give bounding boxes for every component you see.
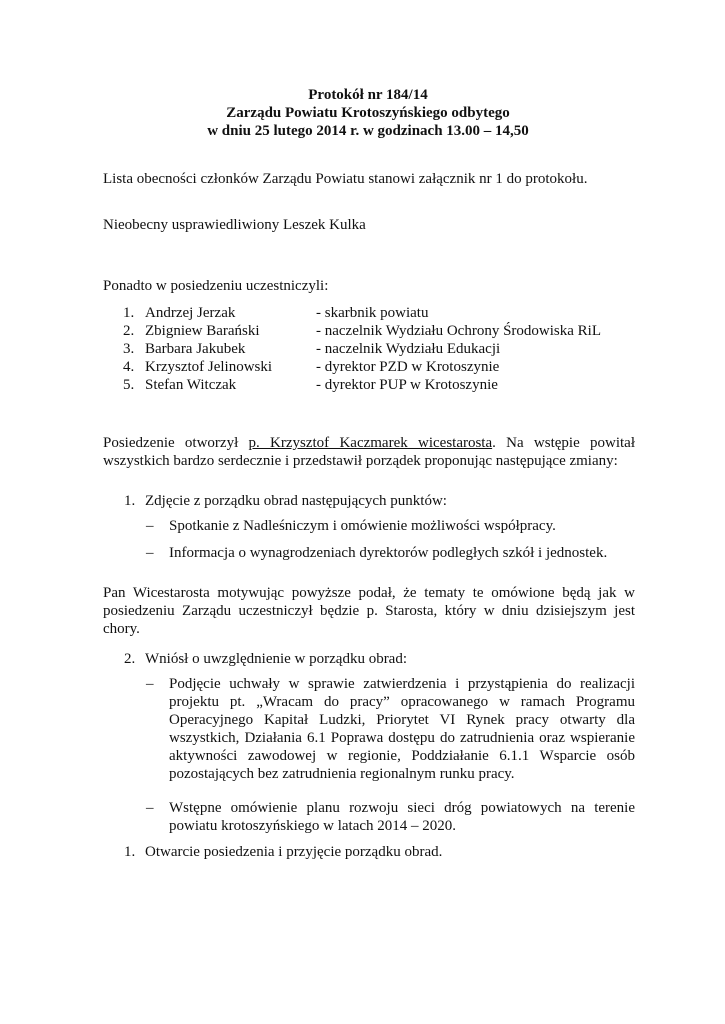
participant-name: Andrzej Jerzak	[145, 305, 236, 321]
added-point-text: Wstępne omówienie planu rozwoju sieci dróg powiatowych na terenie powiatu krotoszyńskiego w latach 2014 – 2020.	[169, 800, 635, 834]
added-point	[146, 799, 635, 835]
participant-role: - naczelnik Wydziału Edukacji	[316, 341, 501, 357]
item-text: Otwarcie posiedzenia i przyjęcie porządku obrad.	[145, 844, 443, 860]
item-text: Zdjęcie z porządku obrad następujących punktów:	[145, 493, 447, 509]
participant-name: Krzysztof Jelinowski	[145, 359, 273, 375]
attendance-paragraph: Lista obecności członków Zarządu Powiatu stanowi załącznik nr 1 do protokołu.	[103, 171, 588, 187]
participant-number: 2.	[123, 323, 135, 339]
agenda-item	[124, 843, 635, 861]
opening-paragraph	[103, 434, 635, 470]
participant-name: Barbara Jakubek	[145, 341, 246, 357]
item-number: 1.	[124, 844, 136, 860]
item-number: 1.	[124, 493, 136, 509]
document-title	[103, 86, 633, 140]
participant-role: - dyrektor PZD w Krotoszynie	[316, 359, 500, 375]
removed-point	[146, 544, 635, 562]
agenda-change-item-2	[124, 650, 635, 668]
item-text: Wniósł o uwzględnienie w porządku obrad:	[145, 651, 408, 667]
participant-row	[103, 376, 663, 394]
item-number: 2.	[124, 651, 136, 667]
participant-role: - skarbnik powiatu	[316, 305, 429, 321]
participant-role: - naczelnik Wydziału Ochrony Środowiska RiL	[316, 323, 601, 339]
participant-row	[103, 304, 663, 322]
dash-bullet: –	[146, 676, 154, 692]
dash-bullet: –	[146, 545, 154, 561]
removed-point	[146, 517, 635, 535]
participants-intro: Ponadto w posiedzeniu uczestniczyli:	[103, 278, 329, 294]
absent-paragraph: Nieobecny usprawiedliwiony Leszek Kulka	[103, 217, 366, 233]
participant-number: 3.	[123, 341, 135, 357]
title-line-1: Protokół nr 184/14	[308, 87, 428, 103]
dash-bullet: –	[146, 518, 154, 534]
added-point	[146, 675, 635, 783]
agenda-change-item-1	[124, 492, 635, 510]
title-line-3: w dniu 25 lutego 2014 r. w godzinach 13.00 – 14,50	[207, 123, 529, 139]
participants-list	[103, 304, 663, 394]
removed-point-text: Spotkanie z Nadleśniczym i omówienie możliwości współpracy.	[169, 518, 556, 534]
added-point-text: Podjęcie uchwały w sprawie zatwierdzenia i przystąpienia do realizacji projektu pt. „Wracam do pracy” opracowanego w ramach Programu Operacyjnego Kapitał Ludzki, Priorytet VI Rynek pracy otwarty dla wszystkich, Działania 6.1 Poprawa dostępu do zatrudnienia oraz wspieranie aktywności zawodowej w regionie, Poddziałanie 6.1.1 Wsparcie osób pozostających bez zatrudnienia regionalnym runku pracy.	[169, 676, 635, 782]
opening-text-before: Posiedzenie otworzył	[103, 435, 249, 451]
participant-number: 4.	[123, 359, 135, 375]
title-line-2: Zarządu Powiatu Krotoszyńskiego odbytego	[226, 105, 510, 121]
participant-name: Zbigniew Barański	[145, 323, 260, 339]
participant-number: 5.	[123, 377, 135, 393]
removed-point-text: Informacja o wynagrodzeniach dyrektorów podległych szkół i jednostek.	[169, 545, 608, 561]
participant-name: Stefan Witczak	[145, 377, 237, 393]
participant-row	[103, 358, 663, 376]
participant-row	[103, 340, 663, 358]
participant-number: 1.	[123, 305, 135, 321]
dash-bullet: –	[146, 800, 154, 816]
motivation-paragraph: Pan Wicestarosta motywując powyższe podał, że tematy te omówione będą jak w posiedzeniu Zarządu uczestniczył będzie p. Starosta, który w dniu dzisiejszym jest chory.	[103, 585, 635, 637]
vice-starost-name: p. Krzysztof Kaczmarek wicestarosta	[248, 435, 493, 451]
opening-text-after: . Na wstępie powitał wszystkich bardzo serdecznie i przedstawił porządek proponując następujące zmiany:	[103, 435, 636, 469]
participant-row	[103, 322, 663, 340]
participant-role: - dyrektor PUP w Krotoszynie	[316, 377, 498, 393]
